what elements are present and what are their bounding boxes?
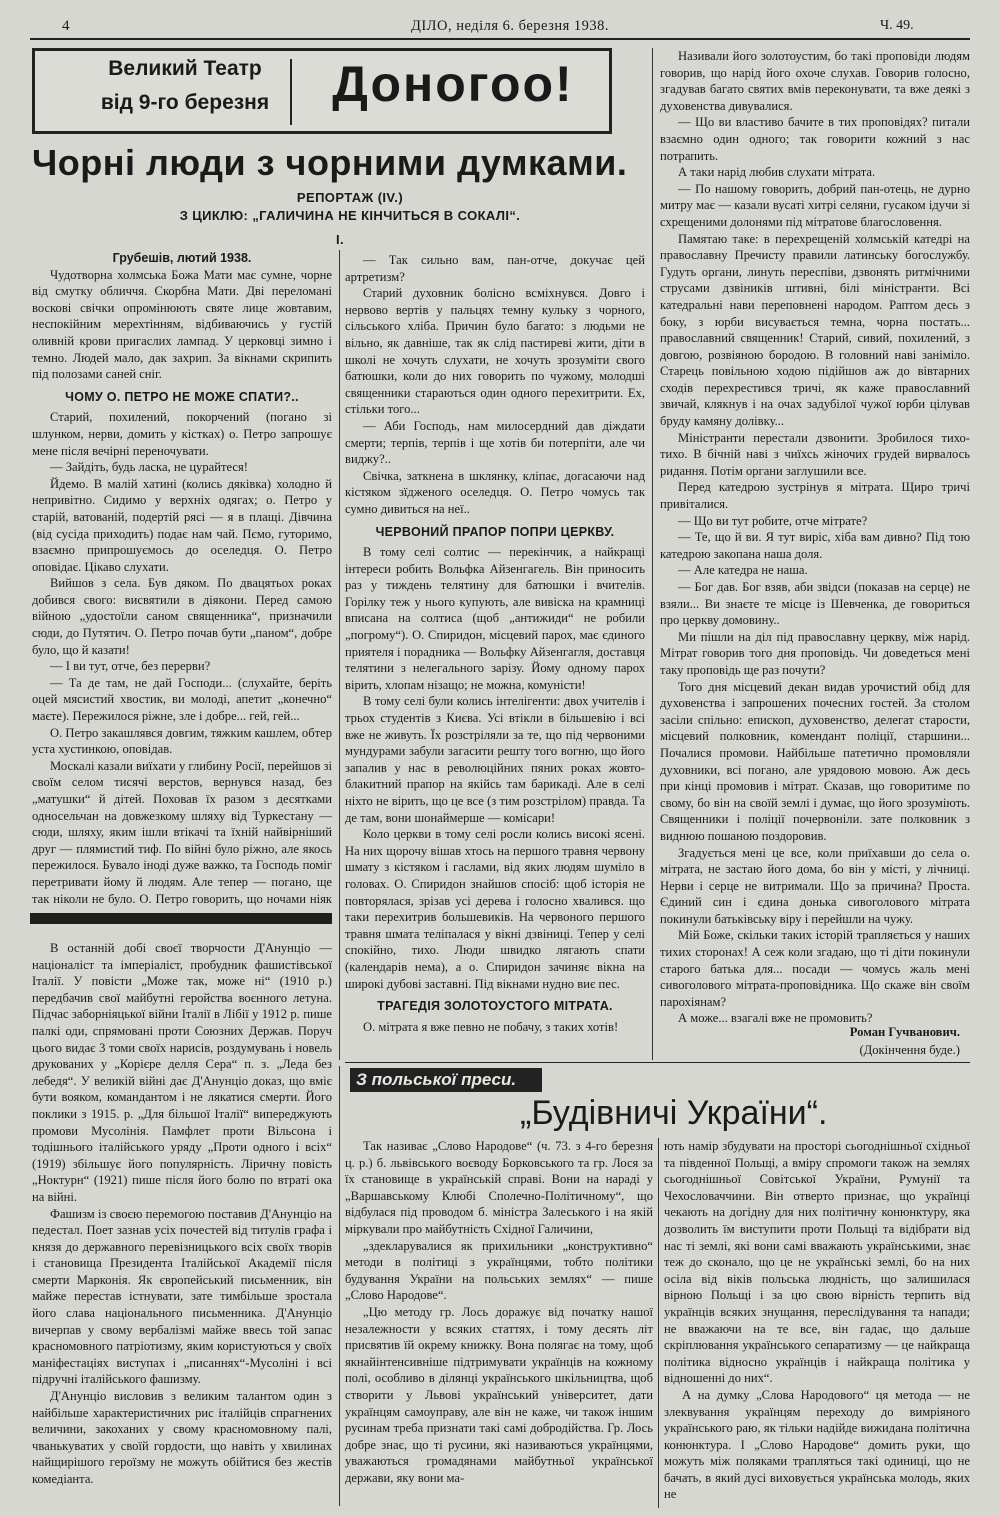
column-rule xyxy=(658,1138,659,1508)
paragraph: Старий духовник болісно всміхнувся. Довго і нервово вертів у пальцях темну кульку з чорного, сільського хліба. Причин було багато: з людьми не вільно, як давніше, так як слід пастиреві жити, діти в школі не хочуть слухати, не хочуть зрозуміти свого батюшки, коли до них говорить по чужому, молодші священники стараються один одного перехитрити. Ех, стільки того... xyxy=(345,286,645,417)
page-number: 4 xyxy=(62,18,70,34)
article-divider-bar xyxy=(30,913,332,924)
press-title: „Будівничі України“. xyxy=(520,1094,828,1132)
paragraph: — По нашому говорить, добрий пан-отець, не дурно митру має — казали вусаті хитрі селяни, гусаком ідучи зі схрещеними долонями під мітратове благословення. xyxy=(660,181,970,229)
column-rule xyxy=(652,48,653,1060)
article2-column xyxy=(32,940,332,1505)
paragraph: — Так сильно вам, пан-отче, докучає цей артретизм? xyxy=(345,253,645,284)
paragraph: А може... взагалі вже не промовить? xyxy=(678,1011,873,1026)
paragraph: Фашизм із своєю перемогою поставив Д'Анунціо на педестал. Поет зазнав усіх почестей від титулів графа і князя до державного перевізницького всіх своїх творів і становища Президента Італійської Академії після смерти Марконія. Як європейський письменник, він майже перестав істнувати, зате тимбільше зростала його слава національного письменника. Д'Анунціо вичерпав у свому вербалізмі майже ввесь той запас красномовного патріотизму, яким користуються у своїх маніфестаціях виступах і „писаннях“-Мусоліні і всі підручні італійського фашизму. xyxy=(32,1206,332,1387)
paragraph: А таки нарід любив слухати мітрата. xyxy=(678,165,876,180)
paragraph: „Цю методу гр. Лось доражує від початку нашої незалежности у всяких статтях, і тому десять літ присвятив їй окрему книжку. Вона полягає на тому, щоб якнайінтенсивніше підтримувати українців на кожному полі, особливо в ділянці українського шкільництва, щоб створити у Львові український університет, дати українцям самоуправу, але він не каже, чи також іншим русинам треба признати такі самі добродійства. Гр. Лось добре знає, що ті русини, які називаються українцями, уважаються громадянами майбутньої української держави, яку вони ма- xyxy=(345,1304,653,1485)
paragraph: В останній добі своєї творчости Д'Анунціо — націоналіст та імперіаліст, пробудник фашистівської Італії. У повісти „Може так, може ні“ (1910 р.) передбачив свої майбутні геройства воєнного летуна. Підчас заборніяцької війни Італії в Лібії у 1912 р. пише палкі оди, спрямовані проти Союзних Держав. Поруч цього видає 3 томи своїх нарисів, роздумувань і новель друкованих у „Корієре делля Сера“ п. з. „Леда без лебедя“. У великій війні дає Д'Анунціо доказ, що вміє бути вояком, командантом і не лякатися смерти. Його поклики з 1915. р. „Для більшої Італії“ випереджують промови Мусолінія. Памфлет проти Вільсона і тодішнього італійського уряду „Проти одного і всіх“ (1919) збільшує його популярність. Ліричну повість „Ноктурн“ (1921) пише після його болю по втраті ока на війні. xyxy=(32,941,332,1204)
paragraph: Москалі казали виїхати у глибину Росії, перейшов зі своїм селом тисячі верстов, вернувся назад, без „матушки“ й дітей. Поховав їх разом з десятками односельчан на довжезкому шляху від Туркестану — сюди, шляху, яким ішли втікачі та їхній найвірніший друг — плямистий тиф. По війні було ріжно, але якось пережилося. Бувало іноді дуже важко, та Господь поміг перетривати йому й людям. Але тепер — погано, ще так ніколи не було. О. Петро говорить, що ночами ніяк xyxy=(32,758,333,906)
paragraph: Д'Анунціо висловив з великим талантом один з найбільше характеристичних рис італійців спрагнених величини, закоханих у свому красномовному палі, чванькуватих у своїй гордости, що навіть у хвилинах найщирішого героїзму не можуть обійтися без жестів комедіанта. xyxy=(32,1389,332,1486)
continued-note: (Докінчення буде.) xyxy=(859,1043,960,1057)
advert-line1: Великий Театр xyxy=(108,57,262,80)
paragraph: Мій Боже, скільки таких історій трапляється у наших тихих сторонах! А сеж коли згадаю, що ті діти покинули старого батька для... посади — чомусь жаль мені сивоголового мітрата-проповідника. Що скаже він своїм парохіянам? xyxy=(660,928,970,1009)
paragraph: Так називає „Слово Народове“ (ч. 73. з 4-го березня ц. р.) б. львівського воєводу Борковського та гр. Лося за їх становище в українській справі. Вони на нараді у „Варшавському Клюбі Сполечно-Політичному“, що відбулася під проводом б. міністра Залеського і на якій міркували про майбутність Східної Галичини, xyxy=(345,1139,653,1236)
paragraph: — Те, що й ви. Я тут виріс, хіба вам дивно? Під тою катедрою закопана наша доля. xyxy=(660,530,970,561)
theatre-advert xyxy=(32,48,612,134)
advert-divider xyxy=(290,59,292,125)
paragraph: — Але катедра не наша. xyxy=(678,563,808,578)
dateline: Грубешів, лютий 1938. xyxy=(112,251,252,265)
column-rule xyxy=(339,1066,340,1506)
paragraph: Старий, похилений, покорчений (погано зі шлунком, нерви, домить у кістках) о. Петро запрошує мене після вечірні переночувати. xyxy=(32,410,332,458)
paragraph: ють намір збудувати на просторі сьогоднішньої східньої та південної Польщі, а вміру спромоги також на землях сьогоднішньої Совітської України, Румунії та Чехословаччини. Він отверто признає, що українці чекають на догідну для них політичну конюнктуру, яка дозволить їм виступити проти Польщі та відібрати від нас ті землі, які вони самі вважають українськими, знає теж до сконало, що це не українські землі, бо на них осіла від віків польська людність, що залишилася вірною Польщі і за цю свою вірність терпить від українців всяких знущання, переслідування та напади; не вважаючи на те все, він гадає, що дальше скріплювання українського сепаратизму — це найкраща політика відносно українців і найкраща політика у відношенні до них“. xyxy=(664,1139,970,1386)
section-roman: I. xyxy=(335,232,345,247)
issue-number: Ч. 49. xyxy=(880,18,914,33)
paragraph: Вийшов з села. Був дяком. По двацятьох роках добився свого: висвятили в діякони. Перед самою війною „удостоїли саном священника“, призначили сюди, до Путятич. О. Петро почав бути „паном“, добре було, що й казати! xyxy=(32,576,332,657)
paragraph: — Зайдіть, будь ласка, не цурайтеся! xyxy=(50,460,248,475)
article1-column1 xyxy=(32,250,332,905)
signature: Роман Гучванович. xyxy=(849,1025,960,1039)
paragraph: Називали його золотоустим, бо такі проповіди людям говорив, що нарід його охоче слухав. Говорив голосно, згадував багато святих вмів переконувати, та вже деякі з духовенства дивувалися. xyxy=(660,49,970,113)
paragraph: — Що ви тут робите, отче мітрате? xyxy=(678,513,868,528)
article1-column3 xyxy=(660,48,970,1026)
paragraph: Памятаю таке: в перехрещеній холмській катедрі на православну Пречисту правили латинську богослужбу. Гудуть органи, линуть переспіви, дзвонять ритмічними струсами дзвіників штивні, білі міністранти. Всі катедральні нави переповнені народом. Раптом десь з боку, з юрби висувається темна, чорна постать... православний священник! Старий, сивий, похилений, з довгою, розвіяною бородою. В головний наві заніміло. Старець повільною ходою підійшов аж до вівтарних сходів перехрестився тричі, як каже православний звичай, клякнув і на очах задубілої чужої юрби цілував бруду камяну долівку... xyxy=(660,231,970,429)
paragraph: В тому селі були колись інтелігенти: двох учителів і трьох студентів з Києва. Усі втікли в більшевію і всі вже не живуть. Їх розстріляли за те, що під червоними мундурами забули загасити решту того вогню, що його запалив у нас в революційних пяних роках жовто-блакитний прапор на якійсь там барикаді. Але в селі ніхто не вірить, що це все (з тим розстрілом) правда. Та де там, вони шонаймерше — комісари! xyxy=(345,694,645,825)
paragraph: В тому селі солтис — перекінчик, а найкращі інтереси робить Вольфка Айзенгагель. Він приносить раз у тиждень телятину для батюшки і вчителів. Горілку теж у нього купують, але вивіска на крамниці вписана на солтиса (щоб „антижиди“ не робили „погрому“). О. Спиридон, місцевий парох, має єдиного приятеля і порадника — Вольфку Айзенгагля, доставця телятини з нелегального зарізу. Йому одному парох вірить, хлопам нізащо; не можна, комуністи! xyxy=(345,545,645,692)
advert-title: Доногоо! xyxy=(332,56,574,112)
masthead: ДІЛО, неділя 6. березня 1938. xyxy=(410,18,610,34)
column-rule xyxy=(339,250,340,1060)
paragraph: — І ви тут, отче, без перерви? xyxy=(50,659,211,674)
paragraph: Згадується мені це все, коли приїхавши до села о. мітрата, не застаю його дома, бо він у місті, у лічниці. Нерви і серце не витримали. Що за причина? Проста. Єдиний син і єдина донька сивоголового мітрата покинули батьківську віру і перейшли на чужу. xyxy=(660,845,970,926)
article-subtitle2: З ЦИКЛЮ: „ГАЛИЧИНА НЕ КІНЧИТЬСЯ В СОКАЛІ“. xyxy=(179,208,521,223)
paragraph: А на думку „Слова Народового“ ця метода — не злеквування українцям переходу до вимріяного українського раю, як тільки надійде вижидана політична конюнктура. І „Слово Народове“ домить руки, що можуть між поляками трапляться такі одиниці, що не бачать, в який дусі виховується українська молодь, яких не xyxy=(664,1387,970,1502)
paragraph: — Аби Господь, нам милосердний дав діждати смерти; терпів, терпів і ще хотів би потерпіти, але чи виджу?.. xyxy=(345,418,645,467)
article-title: Чорні люди з чорними думками. xyxy=(32,142,628,183)
paragraph: О. мітрата я вже певно не побачу, з таких хотів! xyxy=(363,1019,619,1034)
article-subtitle1: РЕПОРТАЖ (IV.) xyxy=(296,190,404,205)
press-column2 xyxy=(664,1138,970,1508)
paragraph: — Та де там, не дай Господи... (слухайте, беріть оцей мясистий хвостик, ви молоді, апетит „конечно“ маєте). Пережилося ріжне, зле і добре... гей, гей... xyxy=(32,675,332,724)
section-heading: ЧЕРВОНИЙ ПРАПОР ПОПРИ ЦЕРКВУ. xyxy=(375,524,615,539)
paragraph: — Що ви властиво бачите в тих проповідях? питали взаємно один одного; так говорити кожний з нас потрапить. xyxy=(660,115,970,163)
paragraph: Перед катедрою зустрінув я мітрата. Щиро тричі привіталися. xyxy=(660,480,970,512)
section-heading: ТРАГЕДІЯ ЗОЛОТОУСТОГО МІТРАТА. xyxy=(377,999,613,1014)
paragraph: О. Петро закашлявся довгим, тяжким кашлем, обтер уста хустинкою, оповідав. xyxy=(32,725,332,757)
paragraph: „здекларувалися як прихильники „конструктивно“ методи в політиці з українцями, тобто політики будування України на польських землях“ — пише „Слово Народове“. xyxy=(345,1238,653,1303)
paragraph: Того дня місцевий декан видав урочистий обід для духовенства і запрошених почесних гостей. За столом засіли спільно: епископ, духовенство, делегат старости, місцевий полковник, комендант поліції, старшини... Почалися промови. Найбільше патетично промовляли духовники, всі погано, але урядовою мовою. Аж десь при кінці промовив і мітрат. Сказав, що говоритиме по свому, бо він на своїй землі і думає, що його зрозуміють. Священники і поліції почервоніли. зате полковник з виднюю пошаною поздоровив. xyxy=(660,679,970,843)
section-rule xyxy=(345,1062,970,1063)
paragraph: Міністранти перестали дзвонити. Зробилося тихо-тихо. В бічній наві з чиїхсь жіночих грудей вирвалось ридання. Потім органи заглушили все. xyxy=(660,430,970,478)
paragraph: Ми пішли на діл під православну церкву, між нарід. Мітрат говорив того дня проповідь. Чи доведеться мені таку проповідь ще раз почути? xyxy=(660,629,970,677)
advert-line2: від 9-го березня xyxy=(100,91,270,114)
press-column1 xyxy=(345,1138,653,1508)
article1-column2 xyxy=(345,252,645,1057)
section-label: З польської преси. xyxy=(350,1068,542,1092)
section-heading: ЧОМУ О. ПЕТРО НЕ МОЖЕ СПАТИ?.. xyxy=(65,389,299,404)
header-rule xyxy=(30,38,970,40)
paragraph: Чудотворна холмська Божа Мати має сумне, чорне від смутку обличчя. Скорбна Мати. Дві переломані воскові свічки опромінюють святе лице жовтавим, неспокійним мерехтінням, відбиваючись у густій оливній крови пригаслих лампад. У церковці зимно і темно. Людей мало, дак захрип. За вікнами скрипить під полозами саней сніг. xyxy=(32,267,332,382)
paragraph: Йдемо. В малій хатині (колись дяківка) холодно й непривітно. Сидимо у верхніх одягах; о. Петро у старій, ватованій, подертій рясі — я в плащі. Дівчина (від сусіда приходить) подає нам чай. Пємо, гуторимо, взаємно припрошуємось до оселедця. О. Петро оповідає. Цікаво слухати. xyxy=(32,476,332,574)
paragraph: — Бог дав. Бог взяв, аби звідси (показав на серце) не взяли... Ви знаєте те місце із Шевченка, де говориться про церкву домовину.. xyxy=(660,580,970,628)
paragraph: Коло церкви в тому селі росли колись високі ясені. На них щорочу вішав хтось на першого травня червону шмату з кістяком і гаслами, від яких людям шуміло в головах. О. Спиридон знайшов спосіб: щоб історія не повторялася, зрізав усі дерева і голосно хвалився. що таки перехитрив большевиків. На червоного першого травня шмата теліпалася у вікні дзвіниці. Тепер у селі спокійно, тихо. Люди швидко лягають спати (календарів нема), а о. Спиридон зачиняє вікна на широкі дубові заставні. Під вікнами нудно виє пес. xyxy=(345,827,645,991)
paragraph: Свічка, заткнена в шклянку, кліпає, догасаючи над кістяком зїдженого оселедця. О. Петро чомусь так сумно дивиться на неї.. xyxy=(345,468,645,516)
